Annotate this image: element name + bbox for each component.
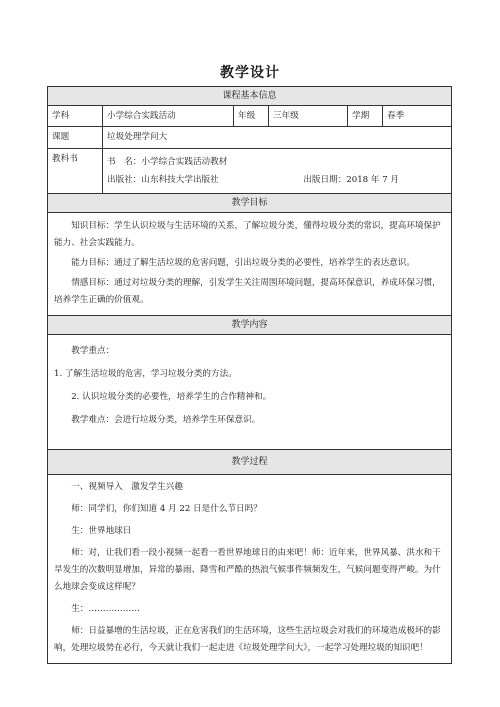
- publisher: 出版社：山东科技大学出版社: [107, 174, 219, 185]
- key-point-2: 2. 认识垃圾分类的必要性，培养学生的合作精神和。: [71, 392, 272, 402]
- textbook-details: [103, 149, 452, 194]
- lesson-plan-table: [47, 86, 452, 664]
- grade-label: 年级: [234, 106, 269, 127]
- teaching-content: [48, 335, 452, 450]
- topic-value: 垃圾处理学问大: [103, 127, 452, 149]
- goal-emotion: 情感目标：通过对垃圾分类的理解，引发学生关注周围环境问题，提高环保意识，养成环保习惯，培养学生正确的价值观。: [54, 278, 441, 305]
- term-value: 春季: [383, 106, 452, 127]
- content-header: 教学内容: [48, 316, 452, 335]
- textbook-label: 教科书: [48, 149, 103, 194]
- key-points-label: 教学重点：: [71, 346, 115, 356]
- subject-value: 小学综合实践活动: [103, 106, 234, 127]
- difficult-points: 教学难点：会进行垃圾分类，培养学生环保意识。: [71, 415, 261, 425]
- topic-label: 课题: [48, 127, 103, 149]
- process-line-5: 师：日益暴增的生活垃圾，正在危害我们的生活环境，这些生活垃圾会对我们的环境造成极坏的影响，处理垃圾势在必行，今天就让我们一起走进《垃圾处理学问大》，一起学习处理垃圾的知识吧！: [54, 626, 441, 653]
- book-name-line: [107, 153, 447, 171]
- term-label: 学期: [348, 106, 383, 127]
- document-title: 教学设计: [220, 65, 280, 81]
- key-point-1: 1. 了解生活垃圾的危害，学习垃圾分类的方法。: [54, 369, 237, 379]
- grade-value: 三年级: [269, 106, 348, 127]
- basic-info-header: 课程基本信息: [48, 87, 452, 106]
- process-line-1: 师：同学们，你们知道 4 月 22 日是什么节日吗？: [71, 504, 262, 514]
- process-line-3: 师：对，让我们看一段小视频一起看一看世界地球日的由来吧！师：近年来，世界风暴、洪水和干旱发生的次数明显增加，异常的暴雨、降雪和严酷的热浪气候事件频频发生，气候问题变得严峻。为什么地球会变成这样呢？: [54, 548, 441, 592]
- goal-ability: 能力目标：通过了解生活垃圾的危害问题，引出垃圾分类的必要性，培养学生的表达意识。: [71, 258, 415, 268]
- goals-content: [48, 213, 452, 316]
- goal-knowledge: 知识目标：学生认识垃圾与生活环境的关系，了解垃圾分类，懂得垃圾分类的常识，提高环境保护能力、社会实践能力。: [54, 221, 441, 248]
- publication-date: 出版日期：2018 年 7 月: [303, 174, 400, 185]
- publisher-line: [107, 171, 447, 189]
- subject-label: 学科: [48, 106, 103, 127]
- process-header: 教学过程: [48, 450, 452, 475]
- book-name: 书 名：小学综合实践活动教材: [107, 156, 228, 167]
- goals-header: 教学目标: [48, 194, 452, 213]
- teaching-process: [48, 475, 452, 664]
- process-step-heading: 一、视频导入 激发学生兴趣: [71, 482, 183, 492]
- process-line-4: 生：………………: [71, 604, 140, 614]
- process-line-2: 生：世界地球日: [71, 526, 132, 536]
